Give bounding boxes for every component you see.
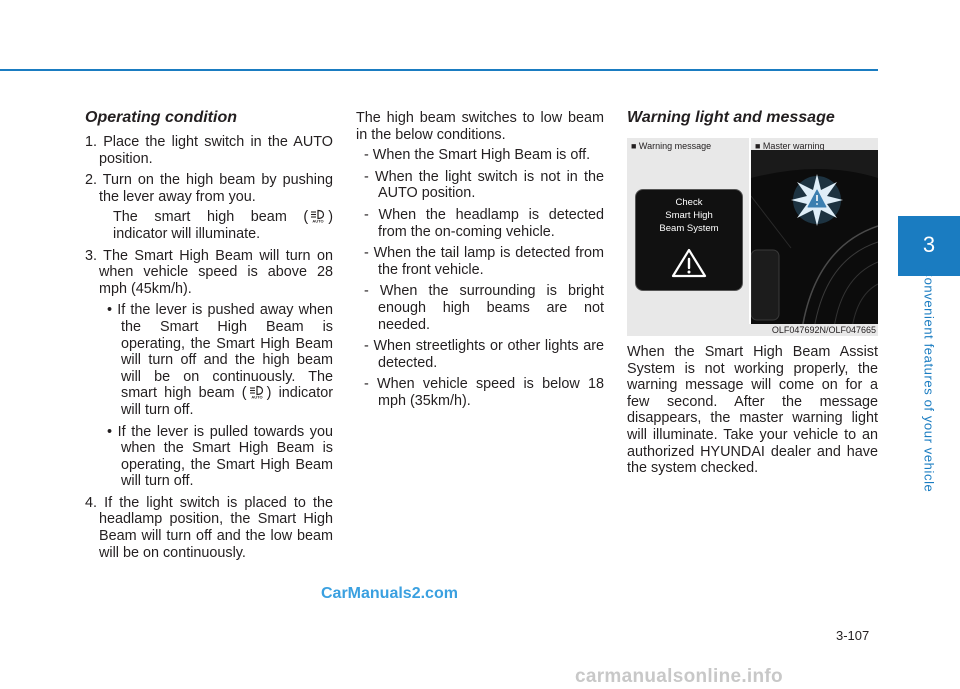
condition-item: - When streetlights or other lights are detected. <box>364 338 604 371</box>
auto-icon-label: AUTO <box>250 394 263 400</box>
step-2-note: The smart high beam ( AUTO ) indicator will illuminate. <box>113 209 333 242</box>
footer-watermark[interactable]: carmanualsonline.info <box>575 666 783 687</box>
warning-heading: Warning light and message <box>627 109 835 126</box>
warning-triangle-icon <box>670 247 708 279</box>
warning-figure <box>627 138 878 336</box>
step-3-bullets <box>99 302 333 490</box>
header-rule <box>0 69 878 71</box>
step-2-text: 2. Turn on the high beam by pushing the lever away from you. <box>85 172 333 205</box>
figure-label-master-warning: ■ Master warning <box>755 141 825 151</box>
smart-high-beam-icon <box>309 209 327 223</box>
steps-list <box>85 134 333 561</box>
column-operating-condition <box>85 108 333 566</box>
figure-code: OLF047692N/OLF047665 <box>627 324 878 336</box>
page-number: 3-107 <box>836 628 870 643</box>
chapter-number: 3 <box>922 232 936 257</box>
conditions-intro: The high beam switches to low beam in the below conditions. <box>356 110 604 143</box>
column-low-beam-conditions <box>356 110 604 415</box>
step-2 <box>85 172 333 242</box>
step-3: 3. The Smart High Beam will turn on when vehicle speed is above 28 mph (45km/h). • If the lever is pushed away when the Smart High Beam is operating, the Smart High Beam will turn off and the high beam will be on continuously. The smart high beam ( AUTO ) indicator will turn off. • If the lever is pulled towards you when the Smart High Beam is operating, the Smart High Beam will turn off. <box>85 247 334 490</box>
bullet-2: • If the lever is pulled towards you when the Smart High Beam is operating, the Smart High Beam will turn off. <box>107 423 333 490</box>
step-4: 4. If the light switch is placed to the headlamp position, the Smart High Beam will turn off and the low beam will be on continuously. <box>85 494 333 561</box>
master-warning-panel <box>751 138 878 336</box>
column-warning <box>627 108 878 134</box>
display-message: Check Smart High Beam System <box>659 197 719 234</box>
auto-icon-label: AUTO <box>312 218 324 224</box>
watermark-link[interactable]: CarManuals2.com <box>321 585 458 602</box>
condition-item: - When the Smart High Beam is off. <box>364 147 591 164</box>
condition-item: - When the surrounding is bright enough high beams are not needed. <box>364 283 604 333</box>
condition-item: - When vehicle speed is below 18 mph (35km/h). <box>364 376 604 409</box>
condition-item: - When the tail lamp is detected from the front vehicle. <box>364 245 604 278</box>
chapter-title: Convenient features of your vehicle <box>921 267 937 493</box>
warning-message-panel <box>627 138 749 336</box>
step-1: 1. Place the light switch in the AUTO position. <box>85 134 333 167</box>
figure-label-warning-message: ■ Warning message <box>631 141 712 151</box>
condition-item: - When the headlamp is detected from the on-coming vehicle. <box>364 206 604 240</box>
bullet-1: • If the lever is pushed away when the Smart High Beam is operating, the Smart High Beam will turn off and the high beam will be on continuously. The smart high beam ( AUTO ) indicator will turn off. <box>107 302 334 418</box>
conditions-list <box>356 147 604 409</box>
warning-description: When the Smart High Beam Assist System is not working properly, the warning message will come on for a few second. After the message disappears, the master warning light will illuminate. Take your vehicle to an authorized HYUNDAI dealer and have the system checked. <box>627 344 878 477</box>
instrument-cluster <box>751 138 878 336</box>
operating-condition-heading: Operating condition <box>85 109 237 126</box>
condition-item: - When the light switch is not in the AUTO position. <box>364 168 604 202</box>
cluster-display <box>635 189 743 291</box>
smart-high-beam-icon <box>248 385 266 399</box>
